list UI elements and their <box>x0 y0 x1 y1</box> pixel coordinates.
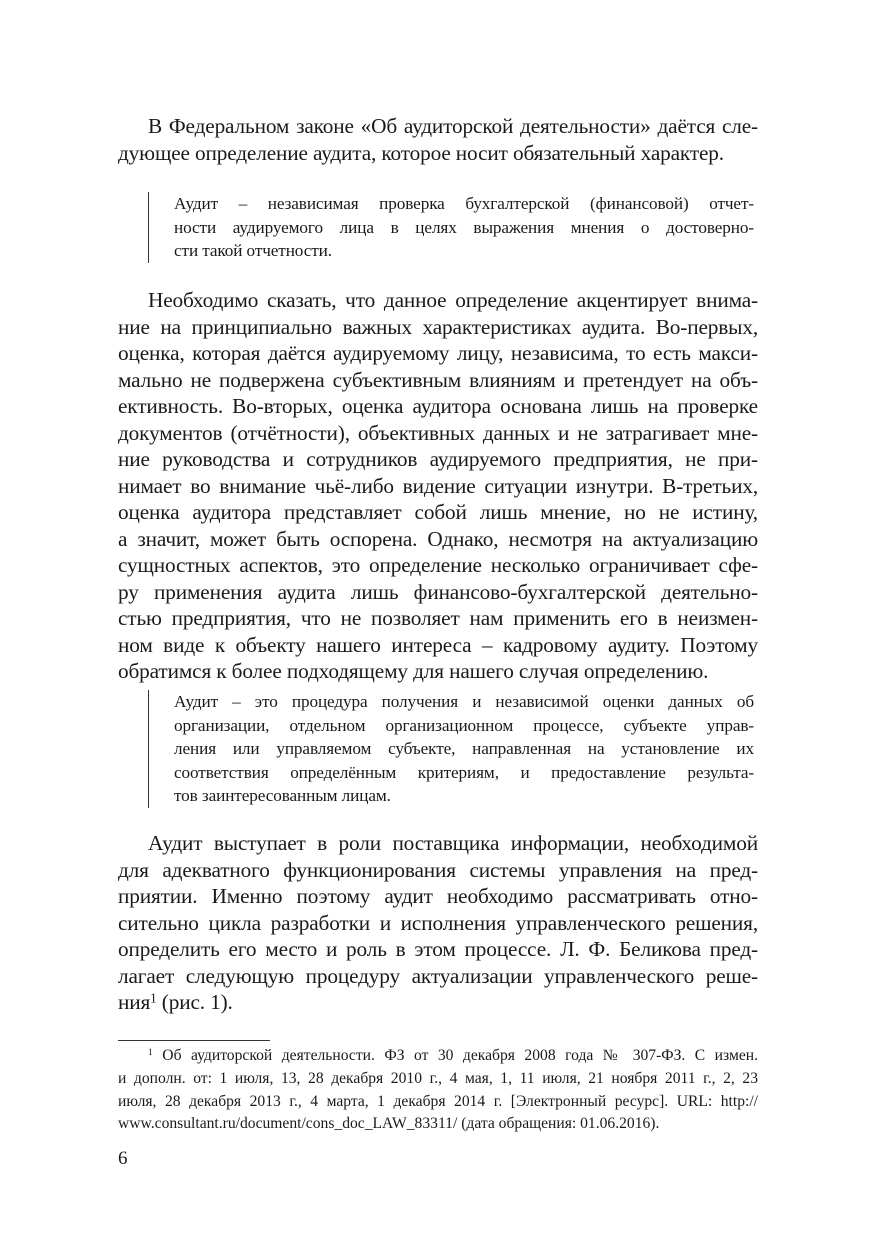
text-fragment: (рис. 1). <box>156 990 233 1014</box>
quote-line: ности аудируемого лица в целях выражения мнения о достоверно- <box>174 217 754 237</box>
text-fragment: ния <box>118 990 151 1014</box>
quote-line: Аудит – независимая проверка бухгалтерской (финансовой) отчет- <box>174 194 754 213</box>
text-line: ру применения аудита лишь финансово-бухгалтерской деятельно- <box>118 579 758 604</box>
footnote-line: июля, 28 декабря 2013 г., 4 марта, 1 декабря 2014 г. [Электронный ресурс]. URL: http:// <box>118 1092 758 1110</box>
footnote <box>118 1045 758 1136</box>
text-line: сительно цикла разработки и исполнения управленческого решения, <box>118 910 758 935</box>
paragraph-intro <box>118 113 758 166</box>
text-line-with-footnote-ref <box>118 989 758 1016</box>
footnote-line: www.consultant.ru/document/cons_doc_LAW_83311/ (дата обращения: 01.06.2016). <box>118 1115 660 1133</box>
text-line: лагает следующую процедуру актуализации управленческого реше- <box>118 963 758 988</box>
text-line: приятии. Именно поэтому аудит необходимо рассматривать отно- <box>118 884 758 908</box>
text-line: обратимся к более подходящему для нашего случая определению. <box>118 659 709 683</box>
text-line: В Федеральном законе «Об аудиторской деятельности» даётся сле- <box>148 114 758 138</box>
quote-line: ления или управляемом субъекте, направленная на установление их <box>174 739 754 759</box>
definition-quote-2 <box>148 690 754 808</box>
text-line: ном виде к объекту нашего интереса – кадровому аудиту. Поэтому <box>118 632 758 657</box>
text-line: а значит, может быть оспорена. Однако, несмотря на актуализацию <box>118 526 758 551</box>
paragraph-analysis <box>118 287 758 685</box>
text-line: дующее определение аудита, которое носит обязательный характер. <box>118 140 724 165</box>
quote-line: тов заинтересованным лицам. <box>174 786 391 806</box>
text-line: ние руководства и сотрудников аудируемого предприятия, не при- <box>118 447 758 471</box>
quote-line: Аудит – это процедура получения и независимой оценки данных об <box>174 692 754 711</box>
footnote-line <box>118 1045 758 1068</box>
text-fragment: Об аудиторской деятельности. ФЗ от 30 декабря 2008 года № 307-ФЗ. С измен. <box>152 1047 758 1064</box>
text-line: оценка аудитора представляет собой лишь мнение, но не истину, <box>118 500 758 524</box>
text-line: оценка, которая даётся аудируемому лицу, независима, то есть макси- <box>118 341 758 365</box>
text-line: документов (отчётности), объективных данных и не затрагивает мне- <box>118 420 758 445</box>
quote-line: соответствия определённым критериям, и предоставление результа- <box>174 762 754 782</box>
text-line: сущностных аспектов, это определение несколько ограничивает сфе- <box>118 553 758 577</box>
text-line: нимает во внимание чьё-либо видение ситуации изнутри. В-третьих, <box>118 473 758 498</box>
text-line: определить его место и роль в этом процессе. Л. Ф. Беликова пред- <box>118 937 758 961</box>
footnote-reference[interactable]: 1 <box>150 990 157 1006</box>
text-line: Аудит выступает в роли поставщика информации, необходимой <box>148 831 758 855</box>
footnote-marker: 1 <box>148 1047 153 1059</box>
text-line: Необходимо сказать, что данное определение акцентирует внима- <box>148 288 758 312</box>
definition-quote-1 <box>148 192 754 263</box>
text-line: мально не подвержена субъективным влияниям и претендует на объ- <box>118 367 758 392</box>
text-line: для адекватного функционирования системы управления на пред- <box>118 857 758 882</box>
footnote-line: и дополн. от: 1 июля, 13, 28 декабря 2010 г., 4 мая, 1, 11 июля, 21 ноября 2011 г., 2, 23 <box>118 1069 758 1087</box>
footnote-separator <box>118 1040 270 1041</box>
text-line: стью предприятия, что не позволяет нам применить его в неизмен- <box>118 606 758 630</box>
quote-line: организации, отдельном организационном процессе, субъекте управ- <box>174 715 754 735</box>
page-number: 6 <box>118 1148 128 1169</box>
text-line: ективность. Во-вторых, оценка аудитора основана лишь на проверке <box>118 394 758 418</box>
paragraph-audit-role <box>118 830 758 1016</box>
quote-line: сти такой отчетности. <box>174 241 332 261</box>
text-line: ние на принципиально важных характеристиках аудита. Во-первых, <box>118 314 758 339</box>
